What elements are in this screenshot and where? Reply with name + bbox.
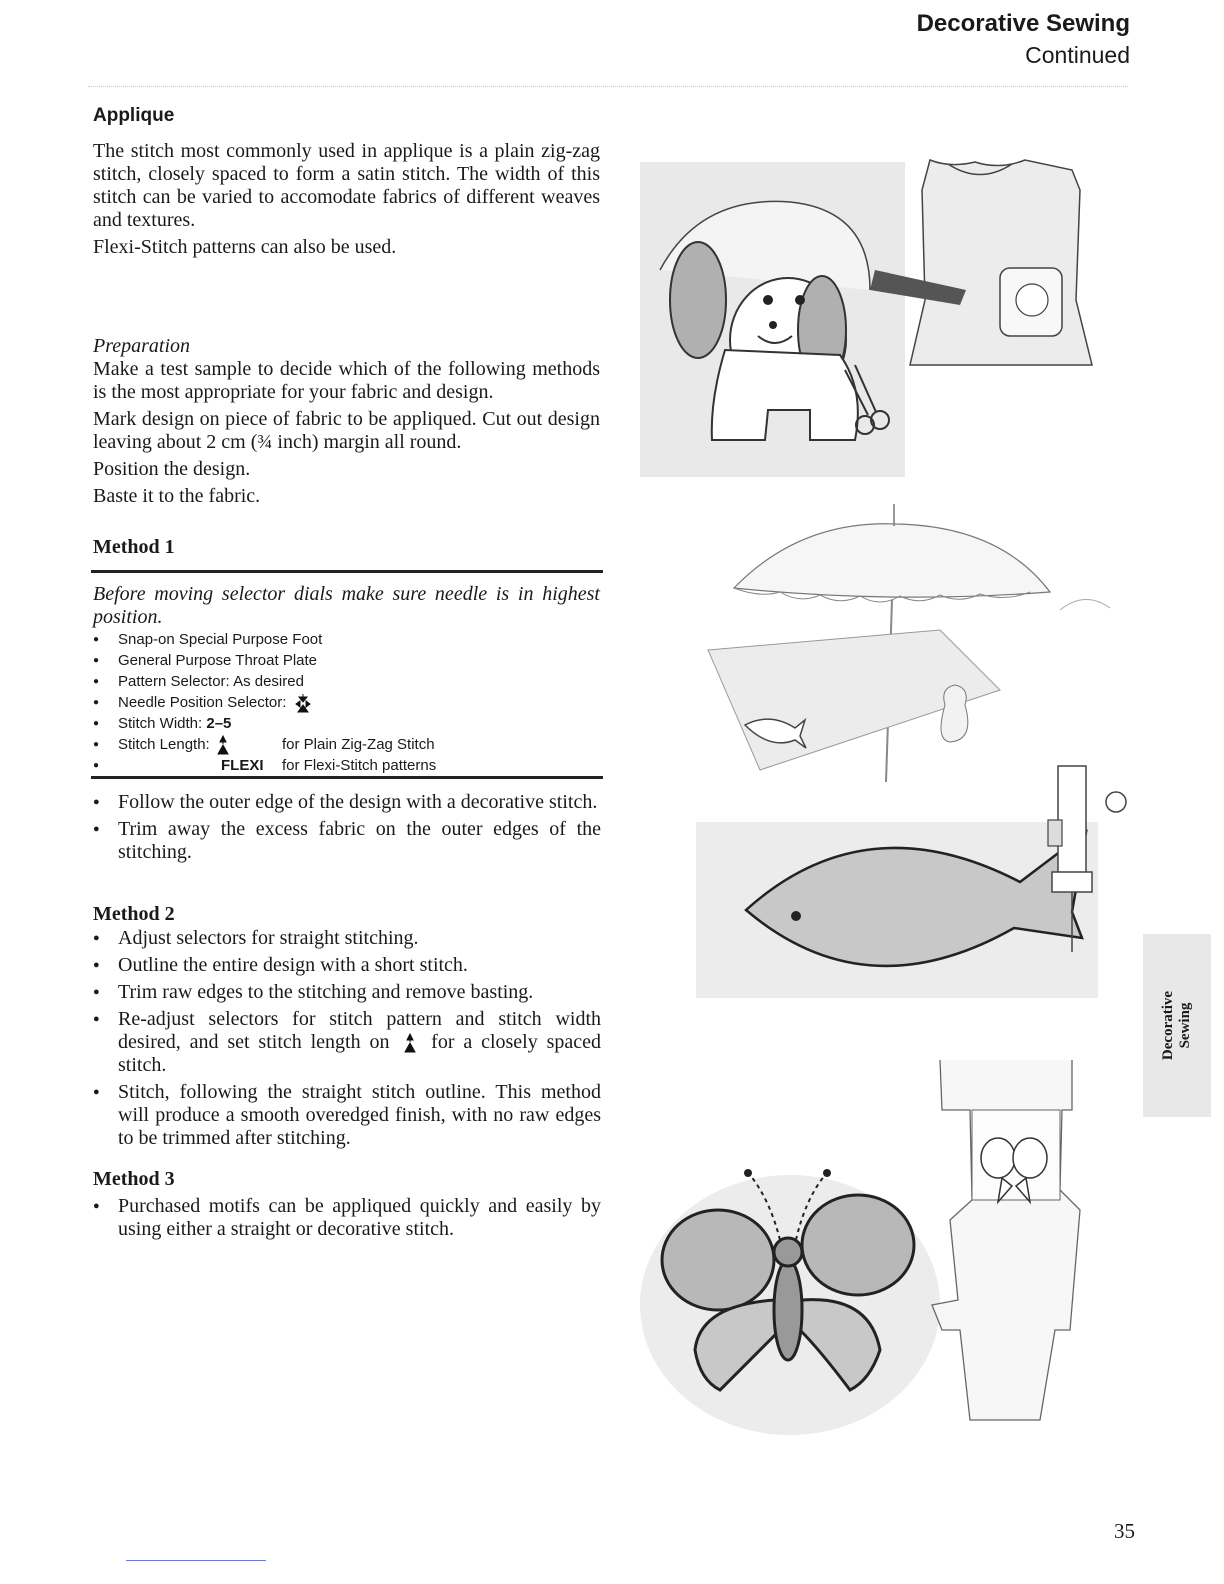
settings-list — [93, 629, 603, 776]
setting-plate: ● General Purpose Throat Plate — [93, 650, 603, 671]
setting-length — [93, 734, 603, 755]
butterfly-applique-illustration — [640, 1050, 1100, 1440]
footer-line — [126, 1560, 266, 1561]
preparation-heading: Preparation — [93, 335, 191, 357]
page-number: 35 — [1114, 1519, 1135, 1543]
applique-text — [93, 140, 600, 263]
list-item — [93, 1008, 601, 1077]
list-item: ● Adjust selectors for straight stitching. — [93, 927, 601, 950]
header-divider — [88, 86, 1128, 87]
section-tab-label — [1143, 934, 1211, 1117]
section-tab-line: Decorative — [1160, 990, 1176, 1061]
header-subtitle: Continued — [1025, 42, 1130, 68]
setting-pattern: ● Pattern Selector: As desired — [93, 671, 603, 692]
preparation-paragraph: Mark design on piece of fabric to be appliqued. Cut out design leaving about 2 cm (¾ inch) margin all round. — [93, 408, 600, 453]
preparation-paragraph: Baste it to the fabric. — [93, 485, 261, 507]
applique-paragraph: Flexi-Stitch patterns can also be used. — [93, 236, 397, 258]
preparation-paragraph: Position the design. — [93, 458, 251, 480]
method2-steps — [93, 927, 601, 1154]
length-label: Stitch Length: — [118, 736, 210, 754]
width-label: Stitch Width: — [118, 715, 203, 733]
applique-heading: Applique — [93, 105, 175, 126]
method3-steps — [93, 1195, 601, 1245]
setting-length-flexi — [93, 755, 603, 776]
width-value: 2–5 — [206, 715, 232, 733]
method3-heading: Method 3 — [93, 1168, 175, 1190]
list-item: ● Trim raw edges to the stitching and remove basting. — [93, 981, 601, 1004]
header-title: Decorative Sewing — [916, 10, 1130, 37]
section-tab-line: Sewing — [1177, 1002, 1193, 1049]
stitch-length-icon — [217, 735, 229, 755]
method1-steps — [93, 791, 601, 868]
beach-umbrella-illustration — [700, 500, 1130, 790]
length-flexi-text: for Flexi-Stitch patterns — [282, 757, 437, 775]
preparation-paragraph: Make a test sample to decide which of the following methods is the most appropriate for your fabric and design. — [93, 358, 600, 403]
dog-applique-illustration — [640, 140, 1100, 480]
setting-width — [93, 713, 603, 734]
needle-position-icon — [295, 693, 311, 713]
settings-bottom-rule — [91, 776, 603, 779]
list-item: ● Trim away the excess fabric on the outer edges of the stitching. — [93, 818, 601, 864]
list-item: ● Purchased motifs can be appliqued quickly and easily by using either a straight or decorative stitch. — [93, 1195, 601, 1241]
list-item: ● Follow the outer edge of the design with a decorative stitch. — [93, 791, 601, 814]
method1-note: Before moving selector dials make sure needle is in highest position. — [93, 583, 600, 628]
setting-needle — [93, 692, 603, 713]
section-tab — [1143, 934, 1211, 1117]
flexi-symbol: ● FLEXI — [221, 757, 264, 775]
settings-top-rule — [91, 570, 603, 573]
list-item: ● Stitch, following the straight stitch outline. This method will produce a smooth overedged finish, with no raw edges to be trimmed after stitching. — [93, 1081, 601, 1150]
step4-text-b: for a closely spaced stitch. — [118, 1031, 602, 1076]
fish-applique-illustration — [696, 762, 1130, 1002]
stitch-length-icon — [404, 1033, 416, 1053]
method1-heading: Method 1 — [93, 536, 175, 558]
applique-paragraph: The stitch most commonly used in applique is a plain zig-zag stitch, closely spaced to form a satin stitch. The width of this stitch can be varied to accomodate fabrics of different weaves and textures. — [93, 140, 600, 231]
step4-text-a: Re-adjust selectors for stitch pattern and stitch width desired, and set stitch length on — [118, 1008, 601, 1053]
list-item: ● Outline the entire design with a short stitch. — [93, 954, 601, 977]
needle-label: Needle Position Selector: — [118, 694, 287, 711]
method2-heading: Method 2 — [93, 903, 175, 925]
preparation-text — [93, 358, 600, 512]
setting-foot: ● Snap-on Special Purpose Foot — [93, 629, 603, 650]
length-plain-text: for Plain Zig-Zag Stitch — [282, 736, 435, 754]
